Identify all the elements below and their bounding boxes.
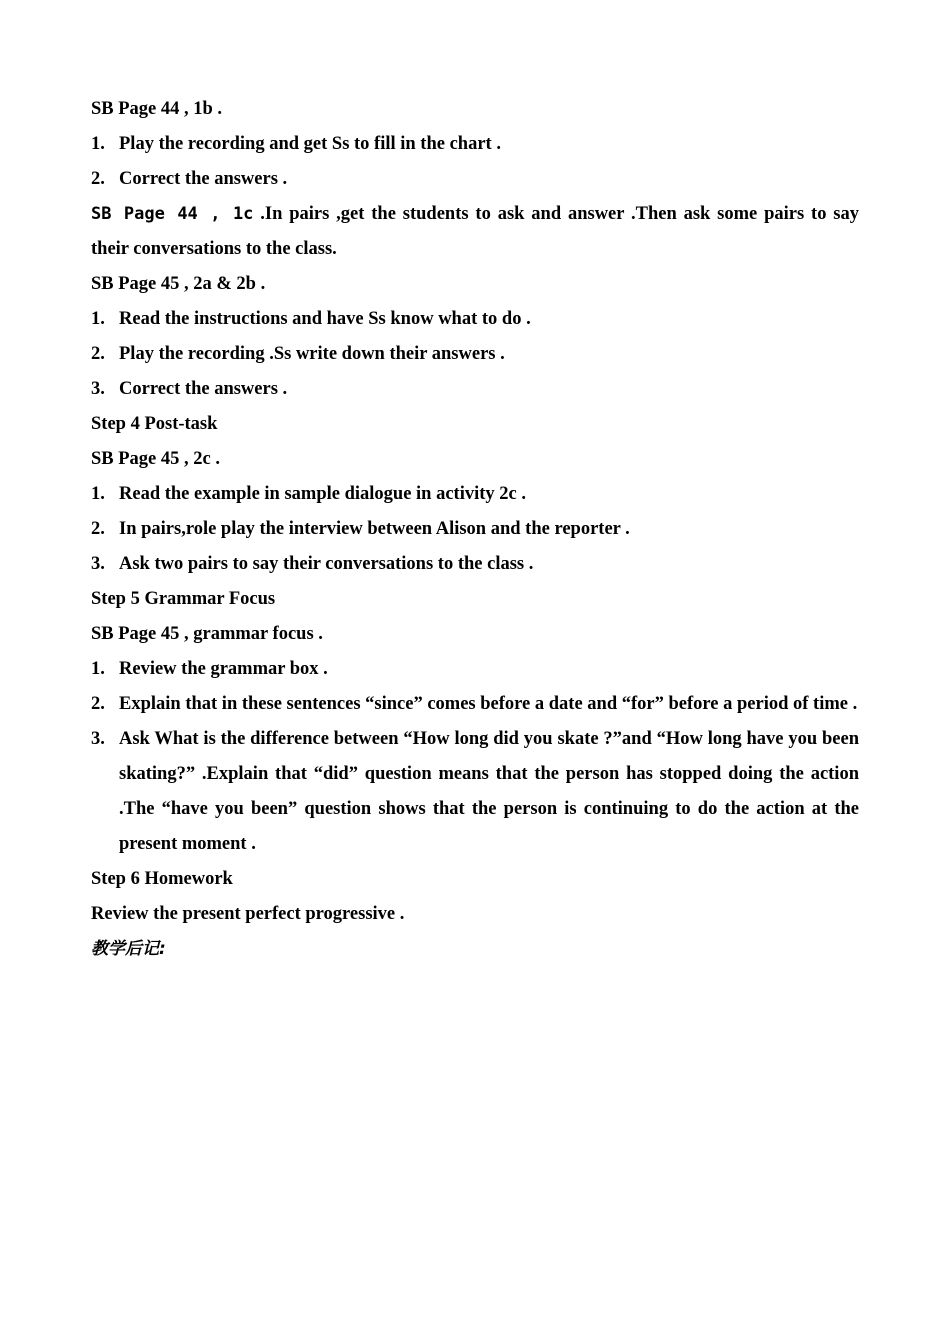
list-number: 2. xyxy=(91,169,105,189)
section-heading-inline: SB Page 44 , 1c xyxy=(91,204,254,224)
list-text: Play the recording .Ss write down their answers . xyxy=(119,344,505,364)
list-text: Explain that in these sentences “since” comes before a date and “for” before a period of time . xyxy=(119,694,858,714)
list-item xyxy=(91,127,859,162)
list-number: 1. xyxy=(91,659,105,679)
list-text: Read the instructions and have Ss know what to do . xyxy=(119,309,531,329)
list-number: 1. xyxy=(91,484,105,504)
list-number: 3. xyxy=(91,379,105,399)
paragraph xyxy=(91,197,859,267)
list-item xyxy=(91,512,859,547)
list-text: Play the recording and get Ss to fill in the chart . xyxy=(119,134,501,154)
step-heading: Step 4 Post-task xyxy=(91,414,218,434)
list-number: 2. xyxy=(91,344,105,364)
list-text: Ask What is the difference between “How long did you skate ?”and “How long have you been skating?” .Explain that “did” question means that the person has stopped doing the action .The “have you been” question shows that the person is continuing to do the action at the present moment . xyxy=(119,729,859,854)
list-number: 3. xyxy=(91,554,105,574)
list-text: Correct the answers . xyxy=(119,379,288,399)
list-item xyxy=(91,477,859,512)
section-heading: SB Page 45 , grammar focus . xyxy=(91,624,323,644)
section-heading: SB Page 45 , 2a & 2b . xyxy=(91,274,266,294)
list-number: 1. xyxy=(91,309,105,329)
list-item xyxy=(91,337,859,372)
list-text: Correct the answers . xyxy=(119,169,288,189)
list-item xyxy=(91,372,859,407)
list-text: Review the grammar box . xyxy=(119,659,328,679)
list-item xyxy=(91,302,859,337)
teaching-notes-label: 教学后记: xyxy=(91,939,166,959)
list-text: Ask two pairs to say their conversations to the class . xyxy=(119,554,534,574)
list-item xyxy=(91,652,859,687)
list-text: Read the example in sample dialogue in activity 2c . xyxy=(119,484,526,504)
list-number: 3. xyxy=(91,729,105,749)
list-number: 2. xyxy=(91,519,105,539)
list-text: In pairs,role play the interview between Alison and the reporter . xyxy=(119,519,630,539)
list-item xyxy=(91,547,859,582)
step-heading: Step 6 Homework xyxy=(91,869,233,889)
homework-text: Review the present perfect progressive . xyxy=(91,904,405,924)
list-item xyxy=(91,722,859,862)
list-number: 1. xyxy=(91,134,105,154)
list-item xyxy=(91,162,859,197)
step-heading: Step 5 Grammar Focus xyxy=(91,589,276,609)
list-item xyxy=(91,687,859,722)
list-number: 2. xyxy=(91,694,105,714)
document-body xyxy=(91,92,859,967)
section-heading: SB Page 44 , 1b . xyxy=(91,99,223,119)
paragraph-text: .In pairs ,get the students to ask and answer .Then ask some pairs to say their conversations to the class. xyxy=(91,204,859,259)
section-heading: SB Page 45 , 2c . xyxy=(91,449,220,469)
